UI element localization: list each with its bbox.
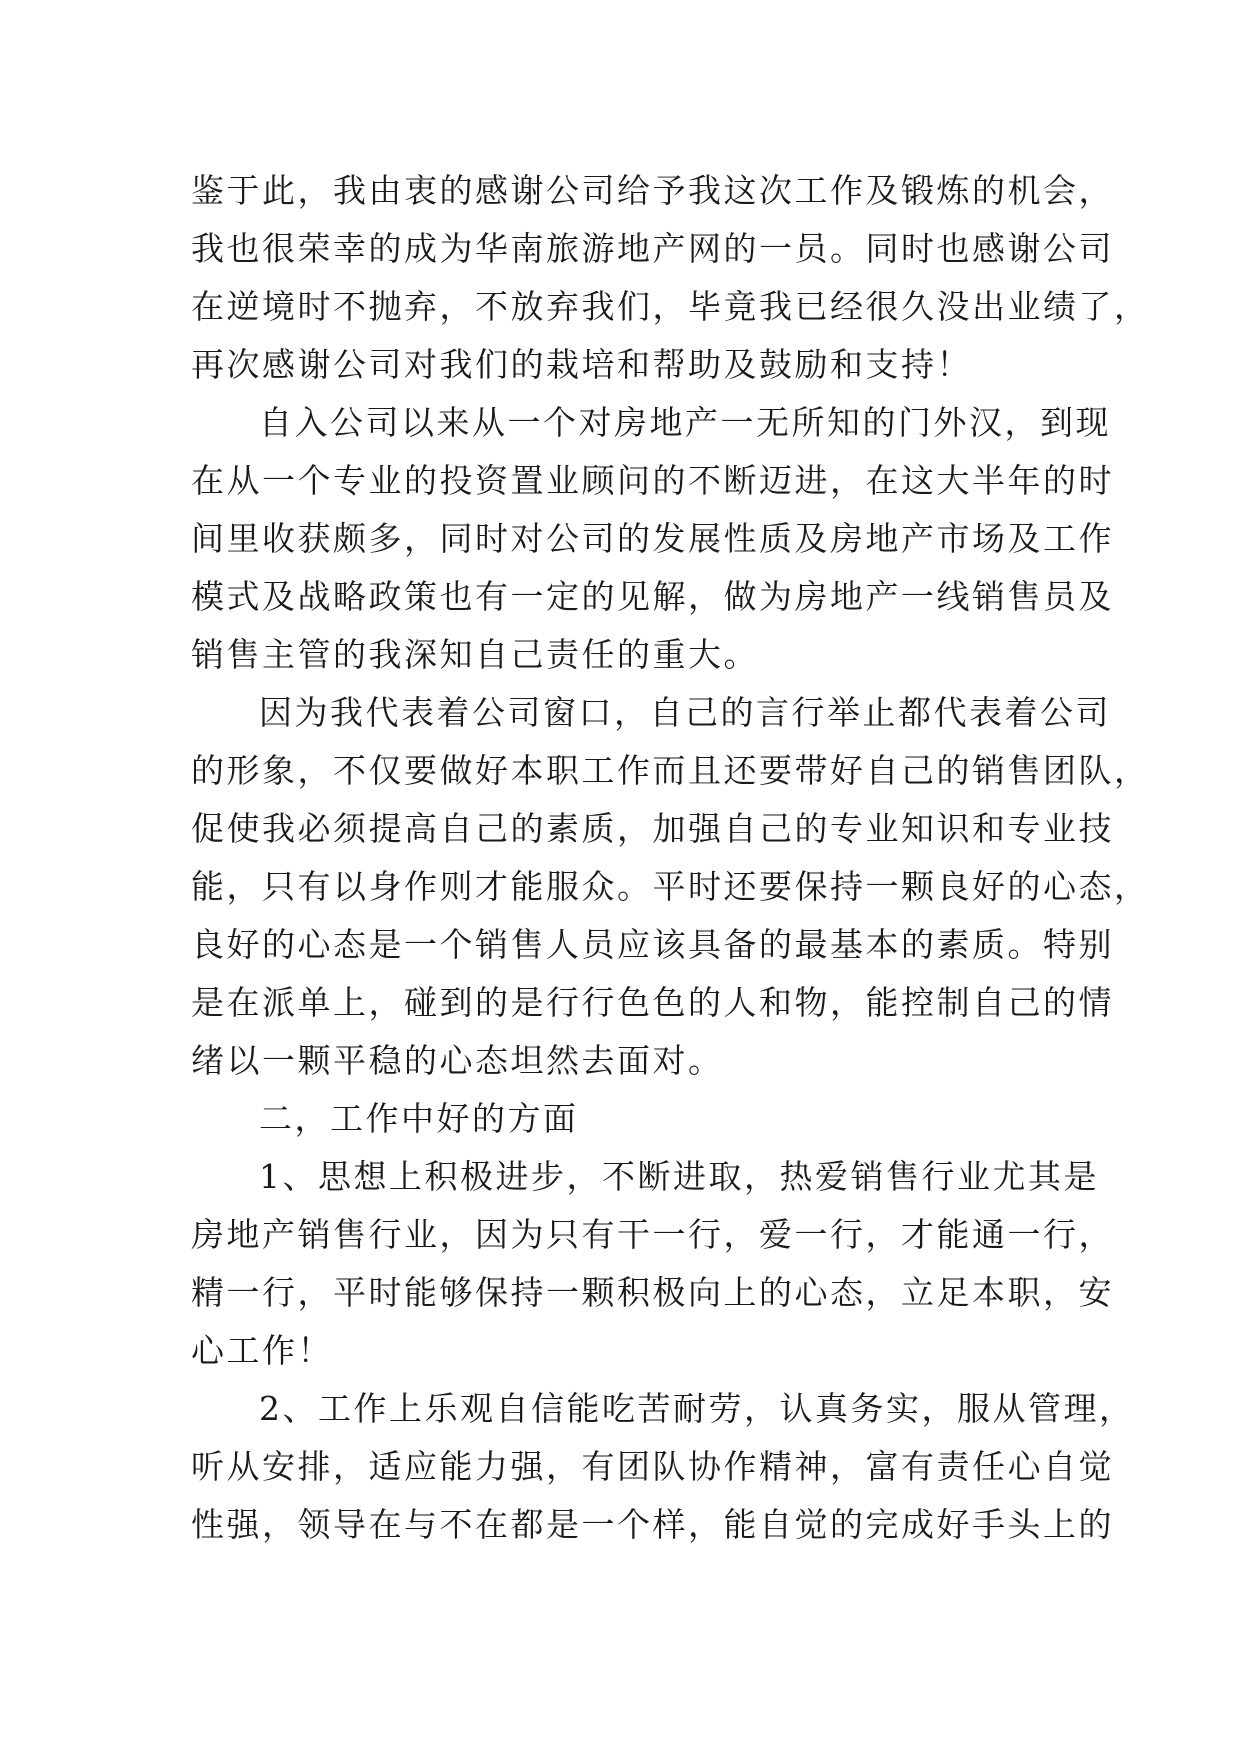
document-body: [191, 162, 1150, 1554]
text-line: 性强，领导在与不在都是一个样，能自觉的完成好手头上的: [191, 1505, 1114, 1544]
text-line: 2、工作上乐观自信能吃苦耐劳，认真务实，服从管理，: [259, 1389, 1135, 1428]
text-line: 房地产销售行业，因为只有干一行，爱一行，才能通一行，: [191, 1215, 1114, 1254]
text-line: 良好的心态是一个销售人员应该具备的最基本的素质。特别: [191, 925, 1114, 964]
text-line: 心工作！: [191, 1331, 333, 1370]
text-line: 间里收获颇多，同时对公司的发展性质及房地产市场及工作: [191, 519, 1114, 558]
text-line: 二，工作中好的方面: [259, 1099, 579, 1138]
text-line: 鉴于此，我由衷的感谢公司给予我这次工作及锻炼的机会，: [191, 171, 1114, 210]
text-line: 精一行，平时能够保持一颗积极向上的心态，立足本职，安: [191, 1273, 1114, 1312]
text-line: 自入公司以来从一个对房地产一无所知的门外汉，到现: [259, 403, 1111, 442]
text-line: 我也很荣幸的成为华南旅游地产网的一员。同时也感谢公司: [191, 229, 1114, 268]
text-line: 1、思想上积极进步，不断进取，热爱销售行业尤其是: [259, 1157, 1099, 1196]
text-line: 模式及战略政策也有一定的见解，做为房地产一线销售员及: [191, 577, 1114, 616]
text-line: 能，只有以身作则才能服众。平时还要保持一颗良好的心态，: [191, 867, 1150, 906]
text-line: 销售主管的我深知自己责任的重大。: [191, 635, 759, 674]
text-line: 在逆境时不抛弃，不放弃我们，毕竟我已经很久没出业绩了，: [191, 287, 1150, 326]
text-line: 绪以一颗平稳的心态坦然去面对。: [191, 1041, 724, 1080]
text-line: 的形象，不仅要做好本职工作而且还要带好自己的销售团队，: [191, 751, 1150, 790]
text-line: 听从安排，适应能力强，有团队协作精神，富有责任心自觉: [191, 1447, 1114, 1486]
text-line: 是在派单上，碰到的是行行色色的人和物，能控制自己的情: [191, 983, 1114, 1022]
text-line: 因为我代表着公司窗口，自己的言行举止都代表着公司: [259, 693, 1111, 732]
text-line: 在从一个专业的投资置业顾问的不断迈进，在这大半年的时: [191, 461, 1114, 500]
text-line: 再次感谢公司对我们的栽培和帮助及鼓励和支持！: [191, 345, 972, 384]
text-line: 促使我必须提高自己的素质，加强自己的专业知识和专业技: [191, 809, 1114, 848]
